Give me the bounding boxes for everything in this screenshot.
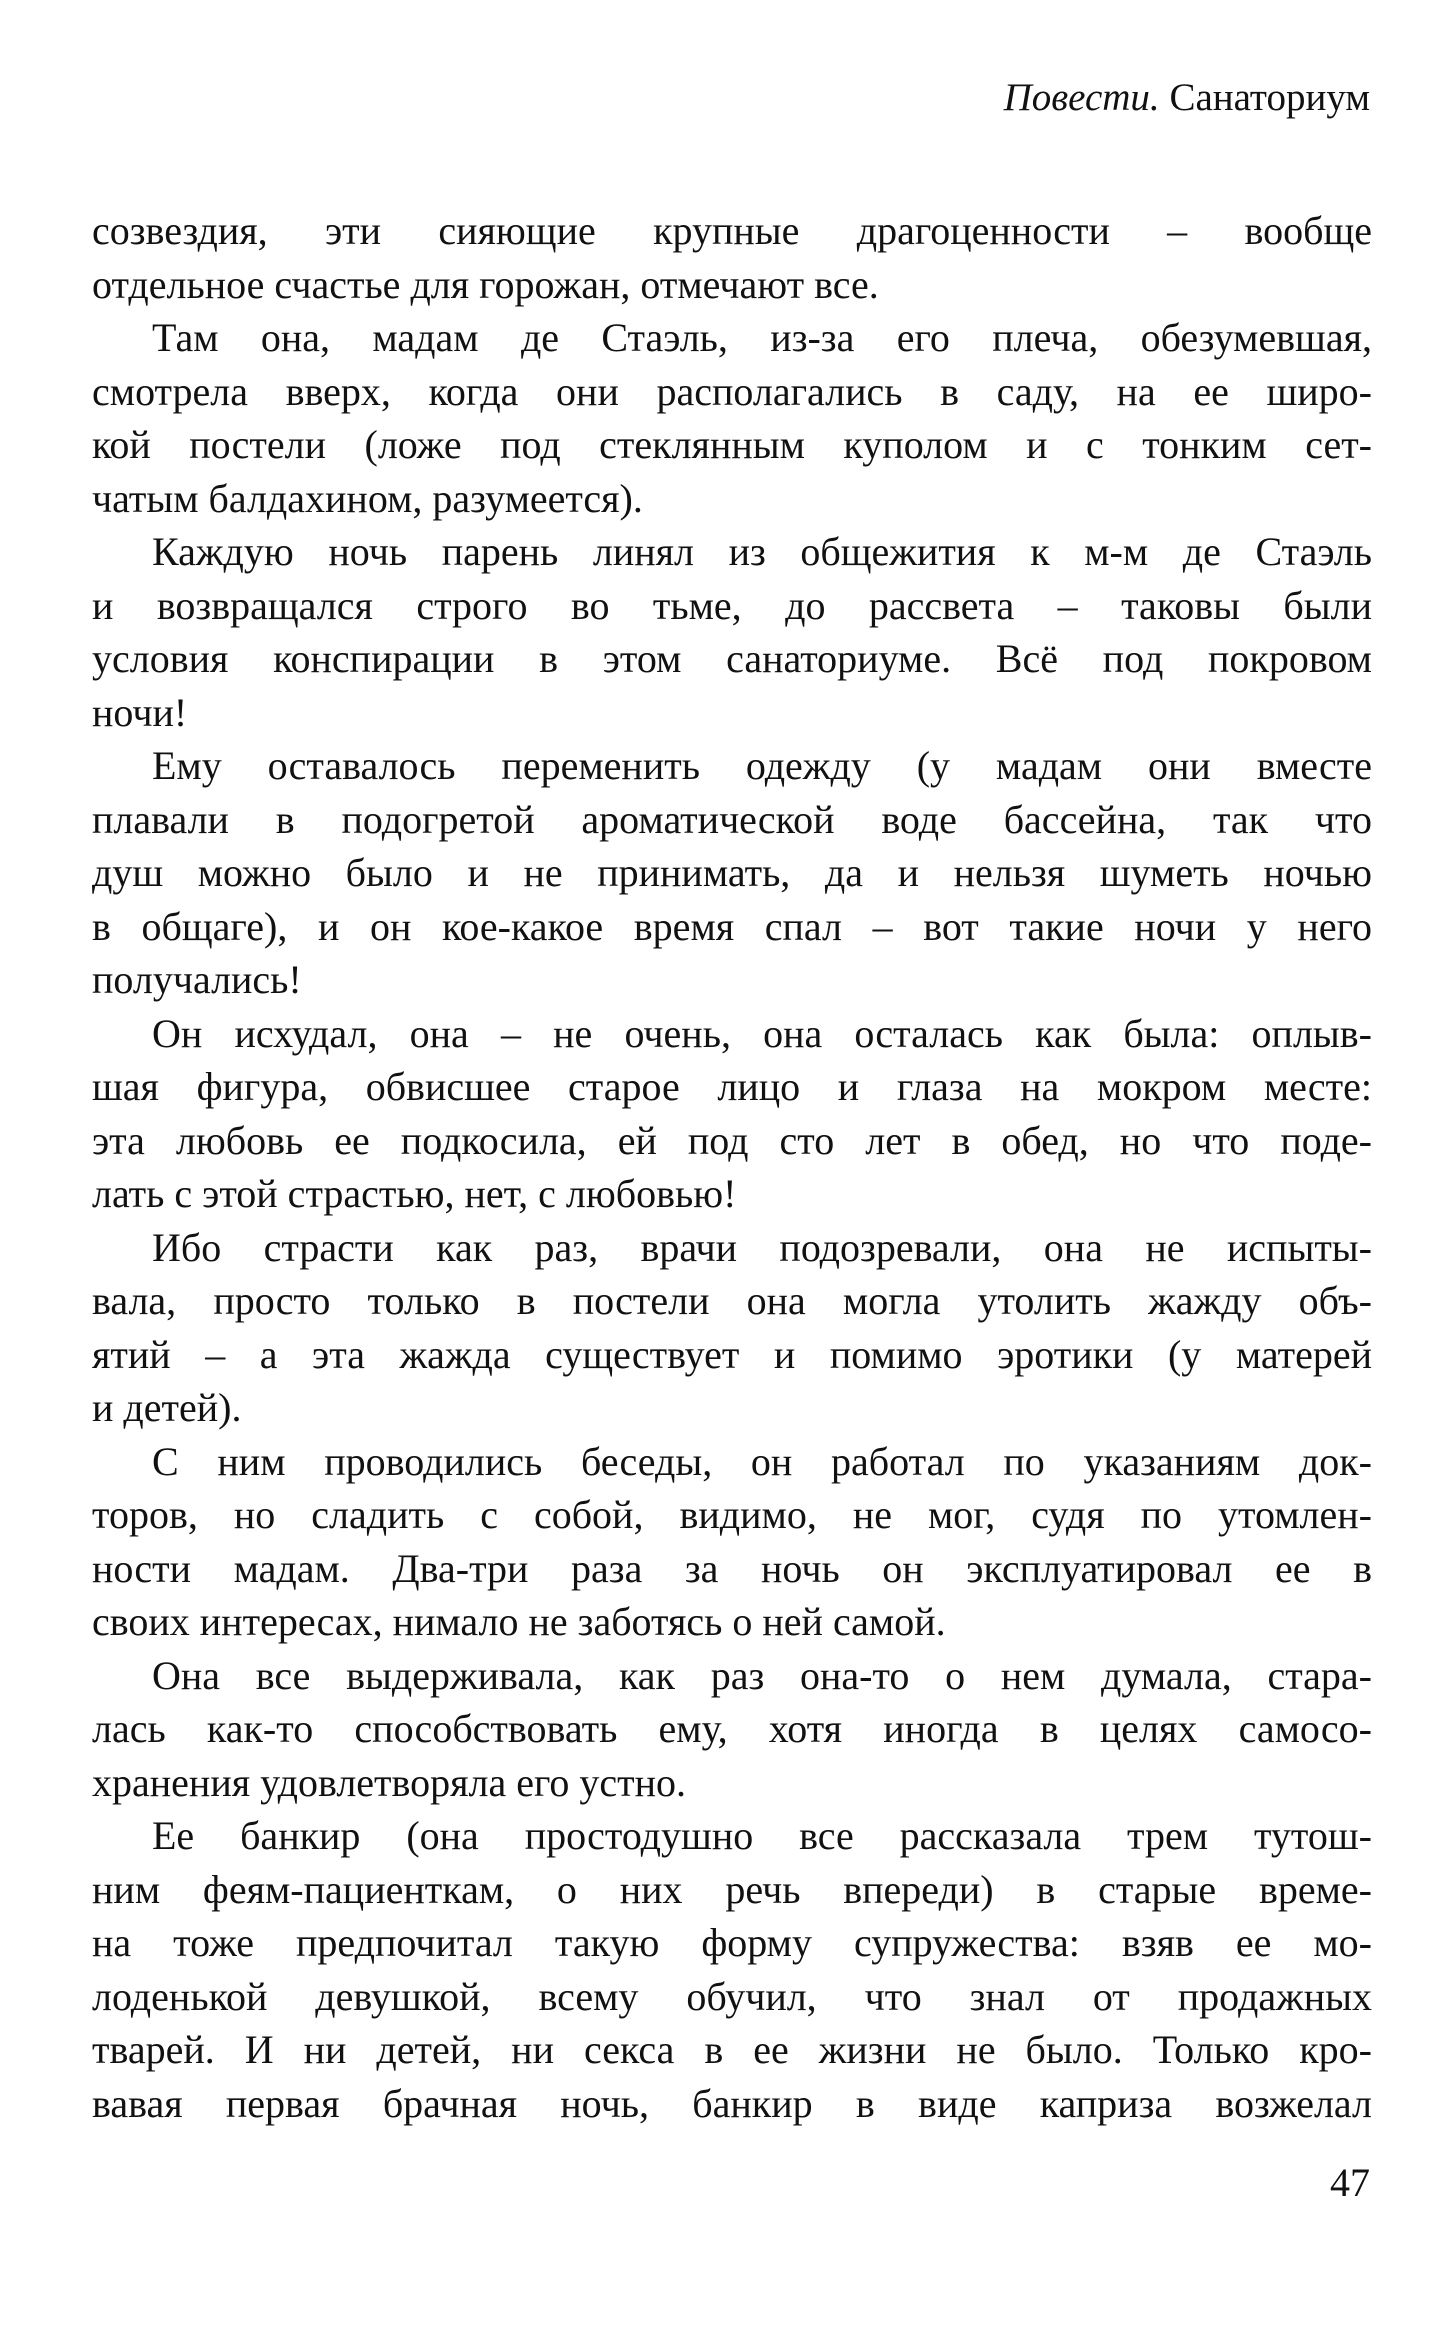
running-header-title: Санаториум — [1169, 76, 1370, 119]
text-line: Ее банкир (она простодушно все рассказала трем тутош- — [152, 1813, 1372, 1858]
text-line: получались! — [92, 957, 302, 1002]
text-line: лась как-то способствовать ему, хотя иногда в целях самосо- — [92, 1706, 1372, 1751]
paragraph — [92, 311, 1372, 525]
text-line: лать с этой страстью, нет, с любовью! — [92, 1171, 737, 1216]
text-line: ности мадам. Два-три раза за ночь он эксплуатировал ее в — [92, 1545, 1372, 1591]
text-line: хранения удовлетворяла его устно. — [92, 1759, 687, 1805]
text-line: тварей. И ни детей, ни секса в ее жизни не было. Только кро- — [92, 2027, 1372, 2072]
text-line: ним феям-пациенткам, о них речь впереди) в старые време- — [92, 1866, 1372, 1912]
text-line: торов, но сладить с собой, видимо, не мог, судя по утомлен- — [92, 1492, 1372, 1537]
text-line: Там она, мадам де Стаэль, из-за его плеча, обезумевшая, — [152, 315, 1372, 360]
text-line: кой постели (ложе под стеклянным куполом и с тонким сет- — [92, 422, 1372, 467]
body-text — [92, 204, 1372, 2130]
paragraph — [92, 204, 1372, 311]
text-line: Он исхудал, она – не очень, она осталась как была: оплыв- — [152, 1010, 1372, 1056]
paragraph — [92, 1649, 1372, 1810]
text-line: и возвращался строго во тьме, до рассвета – таковы были — [92, 582, 1372, 628]
paragraph — [92, 1809, 1372, 2130]
text-line: созвездия, эти сияющие крупные драгоценности – вообще — [92, 208, 1372, 253]
text-line: плавали в подогретой ароматической воде бассейна, так что — [92, 796, 1372, 842]
text-line: Ибо страсти как раз, врачи подозревали, она не испыты- — [152, 1224, 1372, 1270]
text-line: условия конспирации в этом санаториуме. Всё под покровом — [92, 636, 1372, 681]
text-line: вавая первая брачная ночь, банкир в виде каприза возжелал — [92, 2080, 1372, 2126]
text-line: Она все выдерживала, как раз она-то о нем думала, стара- — [152, 1652, 1372, 1698]
paragraph — [92, 1007, 1372, 1221]
text-line: ночи! — [92, 689, 188, 735]
text-line: отдельное счастье для горожан, отмечают все. — [92, 261, 879, 307]
text-line: С ним проводились беседы, он работал по указаниям док- — [152, 1438, 1372, 1484]
text-line: и детей). — [92, 1385, 242, 1430]
text-line: Ему оставалось переменить одежду (у мадам они вместе — [152, 743, 1372, 788]
text-line: душ можно было и не принимать, да и нельзя шуметь ночью — [92, 850, 1372, 895]
text-line: шая фигура, обвисшее старое лицо и глаза на мокром месте: — [92, 1064, 1372, 1109]
text-line: чатым балдахином, разумеется). — [92, 475, 643, 521]
text-line: лоденькой девушкой, всему обучил, что знал от продажных — [92, 1973, 1372, 2019]
text-line: ятий – а эта жажда существует и помимо эротики (у матерей — [92, 1331, 1372, 1377]
running-header-section: Повести. — [1003, 76, 1160, 119]
paragraph — [92, 1435, 1372, 1649]
text-line: смотрела вверх, когда они располагались в саду, на ее широ- — [92, 368, 1372, 414]
page-number: 47 — [1330, 2160, 1370, 2205]
text-line: эта любовь ее подкосила, ей под сто лет в обед, но что поде- — [92, 1117, 1372, 1163]
running-header — [1004, 78, 1370, 117]
text-line: в общаге), и он кое-какое время спал – вот такие ночи у него — [92, 903, 1372, 949]
text-line: Каждую ночь парень линял из общежития к м-м де Стаэль — [152, 529, 1372, 574]
paragraph — [92, 525, 1372, 739]
text-line: своих интересах, нимало не заботясь о ней самой. — [92, 1599, 946, 1644]
text-line: вала, просто только в постели она могла утолить жажду объ- — [92, 1278, 1372, 1323]
paragraph — [92, 739, 1372, 1007]
paragraph — [92, 1221, 1372, 1435]
text-line: на тоже предпочитал такую форму супружества: взяв ее мо- — [92, 1920, 1372, 1965]
